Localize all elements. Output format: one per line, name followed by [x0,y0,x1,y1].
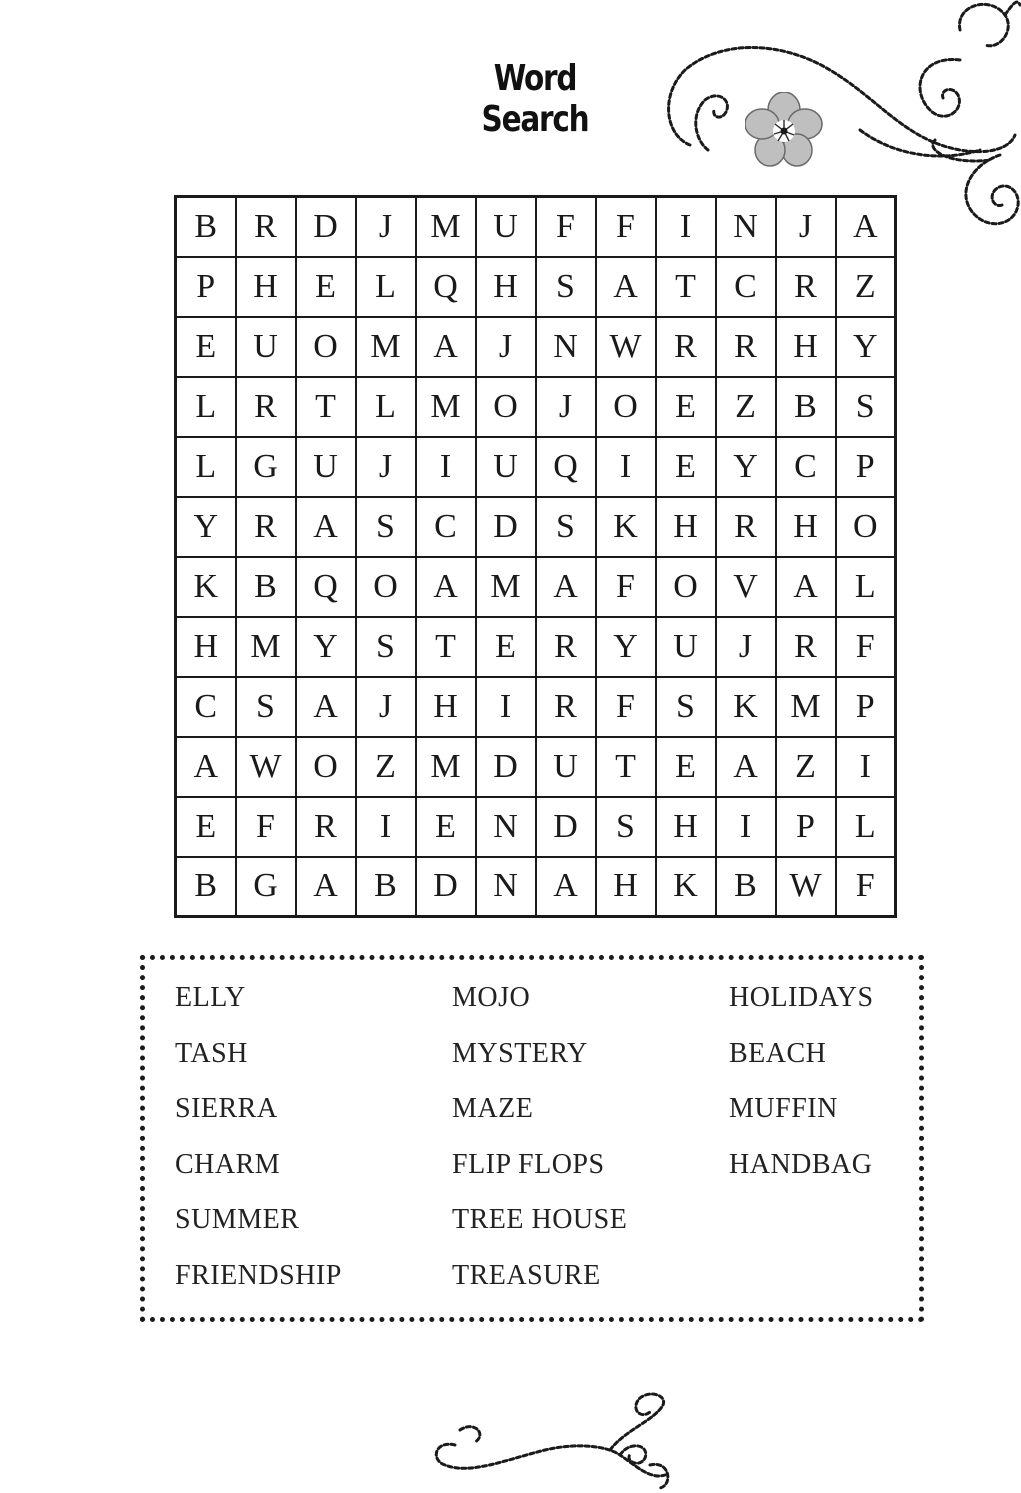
grid-cell: A [296,857,356,917]
word-item: SIERRA [175,1093,278,1124]
grid-cell: S [656,677,716,737]
grid-cell: D [476,737,536,797]
grid-cell: H [776,317,836,377]
word-item: HANDBAG [729,1148,873,1180]
grid-cell: O [296,737,356,797]
grid-cell: D [416,857,476,917]
grid-cell: M [236,617,296,677]
grid-cell: C [416,497,476,557]
grid-cell: J [716,617,776,677]
grid-row [176,257,896,317]
grid-cell: G [236,857,296,917]
grid-cell: M [776,677,836,737]
grid-cell: M [356,317,416,377]
grid-cell: I [356,797,416,857]
grid-cell: D [476,497,536,557]
grid-cell: E [176,797,236,857]
grid-cell: E [476,617,536,677]
grid-cell: L [836,797,896,857]
grid-cell: F [536,197,596,257]
grid-cell: I [596,437,656,497]
grid-cell: O [596,377,656,437]
grid-cell: R [236,497,296,557]
word-item: TREASURE [452,1259,601,1291]
grid-row [176,857,896,917]
grid-cell: Y [176,497,236,557]
grid-cell: W [236,737,296,797]
grid-cell: L [356,377,416,437]
grid-cell: L [176,437,236,497]
word-item: MUFFIN [729,1093,838,1124]
word-item: MOJO [452,982,531,1013]
grid-cell: J [776,197,836,257]
grid-cell: Y [716,437,776,497]
grid-cell: W [776,857,836,917]
grid-cell: N [476,797,536,857]
grid-row [176,617,896,677]
grid-cell: Q [416,257,476,317]
grid-cell: B [716,857,776,917]
grid-cell: O [296,317,356,377]
grid-cell: R [236,197,296,257]
grid-cell: P [836,677,896,737]
grid-cell: A [596,257,656,317]
word-list-column [729,984,874,1206]
grid-cell: E [656,437,716,497]
grid-cell: E [176,317,236,377]
grid-cell: D [296,197,356,257]
grid-cell: R [296,797,356,857]
grid-row [176,317,896,377]
grid-cell: G [236,437,296,497]
grid-cell: F [596,557,656,617]
grid-cell: H [176,617,236,677]
grid-cell: M [476,557,536,617]
grid-cell: C [776,437,836,497]
grid-cell: F [836,857,896,917]
grid-cell: H [776,497,836,557]
grid-cell: A [536,857,596,917]
grid-cell: U [236,317,296,377]
grid-cell: A [776,557,836,617]
grid-cell: S [536,497,596,557]
word-item: CHARM [175,1148,281,1180]
grid-cell: T [656,257,716,317]
grid-cell: E [656,377,716,437]
grid-cell: Y [836,317,896,377]
grid-cell: O [356,557,416,617]
grid-cell: A [176,737,236,797]
grid-cell: Z [836,257,896,317]
grid-cell: I [416,437,476,497]
word-item: ELLY [175,982,246,1013]
grid-cell: S [836,377,896,437]
word-item: SUMMER [175,1204,300,1235]
grid-row [176,677,896,737]
grid-row [176,557,896,617]
grid-cell: U [656,617,716,677]
grid-cell: Z [356,737,416,797]
word-item: HOLIDAYS [729,982,874,1013]
grid-cell: I [656,197,716,257]
word-list-column [175,984,342,1317]
grid-cell: H [656,797,716,857]
grid-cell: N [536,317,596,377]
grid-cell: P [836,437,896,497]
grid-cell: E [296,257,356,317]
grid-cell: L [176,377,236,437]
grid-cell: A [716,737,776,797]
grid-cell: E [416,797,476,857]
grid-cell: R [536,617,596,677]
grid-cell: Y [596,617,656,677]
word-item: MYSTERY [452,1037,588,1069]
grid-row [176,497,896,557]
grid-cell: Z [776,737,836,797]
swirl-icon [425,1390,675,1493]
grid-cell: Y [296,617,356,677]
grid-cell: A [836,197,896,257]
grid-cell: T [296,377,356,437]
grid-cell: S [356,497,416,557]
grid-cell: J [356,437,416,497]
word-search-grid [174,195,897,918]
grid-cell: B [776,377,836,437]
grid-cell: J [476,317,536,377]
grid-cell: C [716,257,776,317]
grid-cell: R [776,617,836,677]
grid-cell: W [596,317,656,377]
grid-cell: F [236,797,296,857]
grid-cell: R [716,497,776,557]
grid-cell: U [476,197,536,257]
grid-cell: K [596,497,656,557]
grid-cell: O [656,557,716,617]
grid-cell: H [596,857,656,917]
grid-cell: A [536,557,596,617]
grid-cell: U [296,437,356,497]
grid-cell: H [236,257,296,317]
grid-cell: A [296,497,356,557]
grid-cell: K [716,677,776,737]
grid-cell: Q [536,437,596,497]
grid-cell: F [596,677,656,737]
grid-cell: Q [296,557,356,617]
grid-cell: R [716,317,776,377]
grid-cell: J [356,677,416,737]
word-list-box [140,955,924,1322]
grid-cell: C [176,677,236,737]
grid-cell: H [656,497,716,557]
grid-cell: U [476,437,536,497]
grid-cell: F [596,197,656,257]
grid-cell: R [536,677,596,737]
grid-cell: M [416,377,476,437]
grid-cell: B [176,197,236,257]
grid-cell: I [836,737,896,797]
grid-cell: K [656,857,716,917]
page-title: Word Search [481,58,589,140]
grid-cell: L [836,557,896,617]
grid-row [176,797,896,857]
grid-cell: N [476,857,536,917]
grid-cell: M [416,737,476,797]
grid-cell: Z [716,377,776,437]
grid-cell: J [536,377,596,437]
grid-cell: S [536,257,596,317]
grid-cell: A [416,557,476,617]
word-list-column [452,984,627,1317]
grid-cell: A [416,317,476,377]
grid-row [176,197,896,257]
word-item: FRIENDSHIP [175,1259,342,1291]
grid-cell: M [416,197,476,257]
grid-cell: O [836,497,896,557]
grid-cell: P [776,797,836,857]
grid-cell: H [476,257,536,317]
grid-row [176,437,896,497]
word-item: TREE HOUSE [452,1204,628,1235]
grid-cell: D [536,797,596,857]
grid-cell: B [356,857,416,917]
grid-cell: P [176,257,236,317]
grid-cell: I [716,797,776,857]
grid-cell: E [656,737,716,797]
grid-cell: N [716,197,776,257]
grid-cell: R [236,377,296,437]
grid-cell: K [176,557,236,617]
flower-icon [745,92,823,170]
grid-cell: A [296,677,356,737]
grid-cell: F [836,617,896,677]
grid-cell: R [776,257,836,317]
grid-cell: I [476,677,536,737]
grid-cell: U [536,737,596,797]
word-item: BEACH [729,1037,827,1069]
grid-cell: R [656,317,716,377]
grid-cell: S [236,677,296,737]
grid-cell: S [596,797,656,857]
grid-cell: T [416,617,476,677]
grid-cell: H [416,677,476,737]
grid-cell: L [356,257,416,317]
grid-cell: B [236,557,296,617]
grid-cell: B [176,857,236,917]
grid-cell: O [476,377,536,437]
grid-cell: T [596,737,656,797]
word-item: TASH [175,1037,248,1069]
grid-row [176,377,896,437]
grid-row [176,737,896,797]
grid-cell: J [356,197,416,257]
word-item: FLIP FLOPS [452,1148,605,1180]
word-item: MAZE [452,1093,534,1124]
grid-cell: S [356,617,416,677]
grid-cell: V [716,557,776,617]
